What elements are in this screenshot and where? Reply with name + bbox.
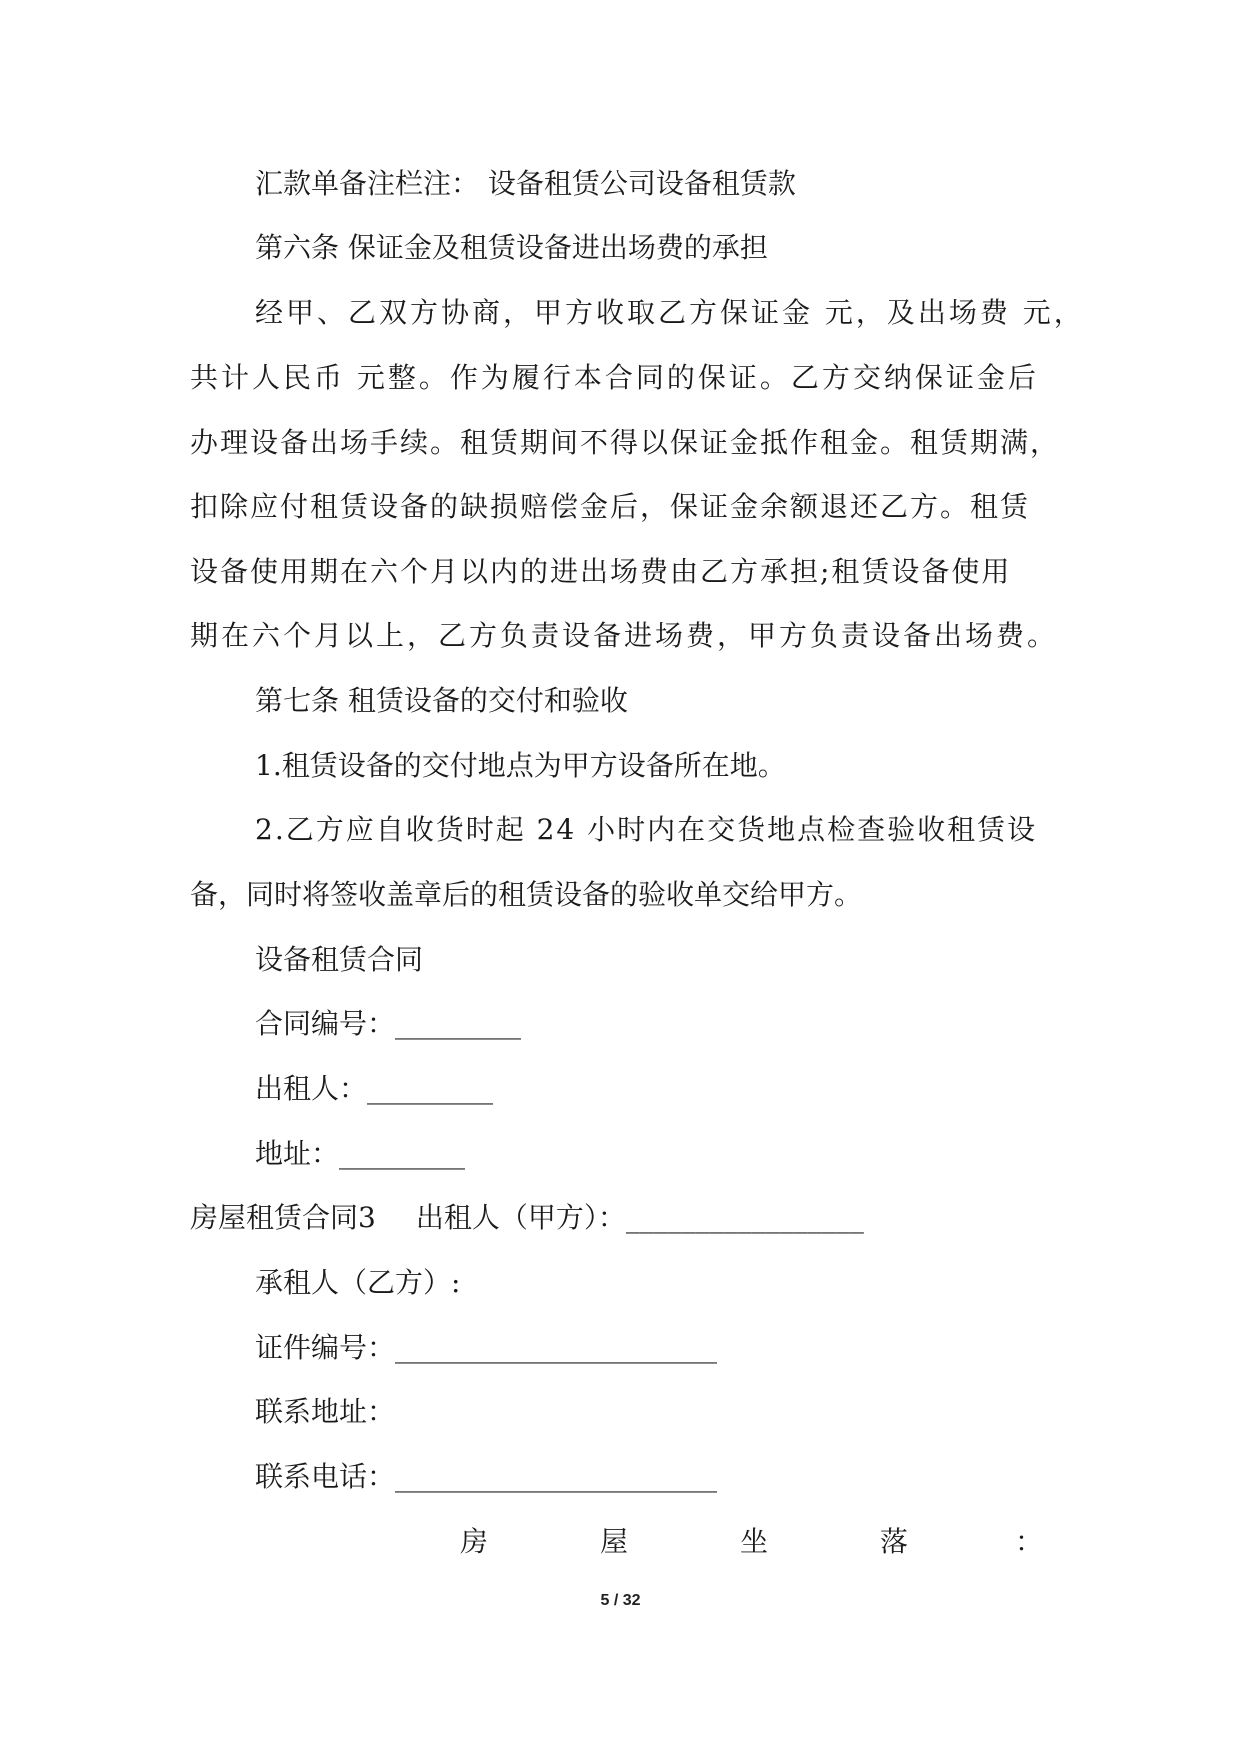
property-location-char: 屋	[600, 1525, 629, 1558]
paragraph-line: 办理设备出场手续。租赁期间不得以保证金抵作租金。租赁期满，	[190, 426, 1061, 459]
contract-title: 设备租赁合同	[255, 943, 424, 976]
tenant-party-b-label: 承租人（乙方）:	[255, 1266, 461, 1299]
section-three-line	[190, 1198, 864, 1238]
clause-item: 1.租赁设备的交付地点为甲方设备所在地。	[255, 749, 786, 782]
property-location-colon: ：	[1015, 1525, 1044, 1558]
paragraph-line: 共计人民币 元整。作为履行本合同的保证。乙方交纳保证金后	[190, 361, 1039, 394]
contact-phone-field: 联系电话：_______________________	[255, 1460, 718, 1493]
property-location-char: 坐	[740, 1525, 769, 1558]
clause-item: 2.乙方应自收货时起 24 小时内在交货地点检查验收租赁设	[255, 813, 1038, 846]
section-three-title: 房屋租赁合同3	[190, 1201, 376, 1234]
paragraph-line: 设备使用期在六个月以内的进出场费由乙方承担;租赁设备使用	[190, 555, 1012, 588]
remittance-note-line: 汇款单备注栏注： 设备租赁公司设备租赁款	[255, 167, 796, 200]
address-field: 地址：_________	[255, 1137, 466, 1170]
property-location-char: 房	[460, 1525, 489, 1558]
id-number-field: 证件编号：_______________________	[255, 1331, 718, 1364]
paragraph-line: 期在六个月以上，乙方负责设备进场费，甲方负责设备出场费。	[190, 619, 1059, 652]
paragraph-line: 扣除应付租赁设备的缺损赔偿金后，保证金余额退还乙方。租赁	[190, 490, 1031, 523]
clause-item-continued: 备，同时将签收盖章后的租赁设备的验收单交给甲方。	[190, 878, 863, 911]
article-six-heading: 第六条 保证金及租赁设备进出场费的承担	[255, 231, 768, 264]
paragraph-line: 经甲、乙双方协商，甲方收取乙方保证金 元，及出场费 元，	[255, 296, 1085, 329]
page-number: 5 / 32	[600, 1592, 641, 1609]
lessor-field: 出租人：_________	[255, 1072, 494, 1105]
contact-address-field: 联系地址：	[255, 1395, 396, 1428]
article-seven-heading: 第七条 租赁设备的交付和验收	[255, 684, 628, 717]
property-location-char: 落	[880, 1525, 909, 1558]
landlord-party-a-field: 出租人（甲方）：_________________	[415, 1201, 864, 1234]
contract-number-field: 合同编号：_________	[255, 1007, 522, 1040]
